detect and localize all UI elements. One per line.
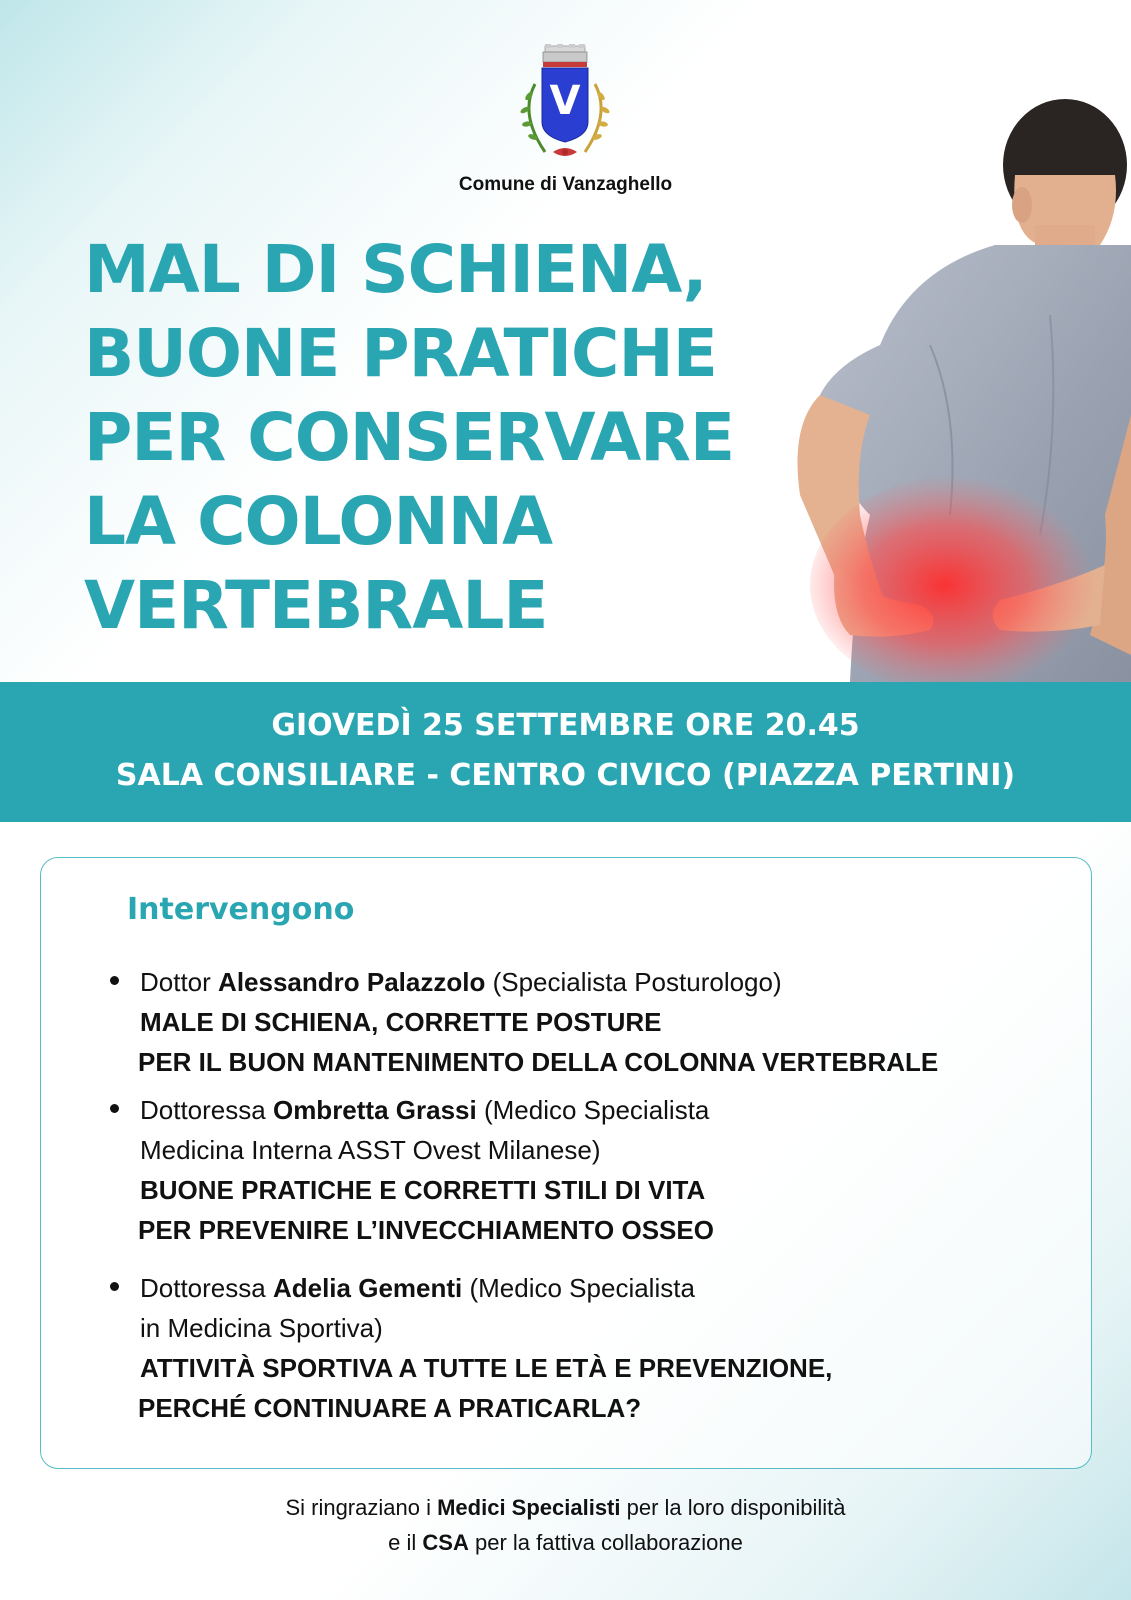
speaker-header [140,1268,1090,1308]
speaker-role: (Medico Specialista [483,1095,710,1125]
talk-title-line: BUONE PRATICHE E CORRETTI STILI DI VITA [140,1175,706,1205]
ack-bold: CSA [422,1530,469,1555]
speaker-item [110,1268,1090,1428]
title-line: LA COLONNA [84,483,553,560]
acknowledgements [0,1490,1131,1560]
talk-title-line: PERCHÉ CONTINUARE A PRATICARLA? [138,1393,642,1423]
ack-bold: Medici Specialisti [437,1495,621,1520]
municipality-name: Comune di Vanzaghello [458,174,673,195]
ack-text: per la loro disponibilità [620,1495,846,1520]
event-info-band [0,682,1131,822]
speaker-role: (Specialista Posturologo) [492,967,782,997]
talk-title-line: PER PREVENIRE L’INVECCHIAMENTO OSSEO [138,1215,714,1245]
talk-title-line: ATTIVITÀ SPORTIVA A TUTTE LE ETÀ E PREVENZIONE, [140,1353,833,1383]
municipal-crest-logo [515,44,615,166]
speaker-title: Dottoressa [140,1273,266,1303]
speaker-header [140,1090,1090,1130]
speaker-role-line: in Medicina Sportiva) [140,1313,383,1343]
ack-text: Si ringraziano i [285,1495,438,1520]
speaker-item [110,962,1090,1082]
speaker-title: Dottoressa [140,1095,266,1125]
speaker-role: (Medico Specialista [469,1273,695,1303]
bullet-icon [110,976,119,985]
crest-letter: V [549,78,581,124]
ack-text: per la fattiva collaborazione [468,1530,743,1555]
back-pain-photo [760,95,1131,682]
title-line: MAL DI SCHIENA, [84,231,707,308]
speaker-title: Dottor [140,967,211,997]
speaker-name: Adelia Gementi [272,1273,463,1303]
event-datetime: GIOVEDÌ 25 SETTEMBRE ORE 20.45 [271,708,860,743]
title-line: BUONE PRATICHE [84,315,717,392]
speaker-name: Ombretta Grassi [272,1095,477,1125]
speaker-item [110,1090,1090,1250]
speaker-name: Alessandro Palazzolo [218,967,486,997]
speakers-heading: Intervengono [127,892,355,927]
title-line: VERTEBRALE [84,567,548,644]
event-title [84,228,844,648]
event-location: SALA CONSILIARE - CENTRO CIVICO (PIAZZA PERTINI) [115,758,1016,793]
ack-line-2 [0,1525,1131,1560]
talk-title-line: MALE DI SCHIENA, CORRETTE POSTURE [140,1007,662,1037]
ack-text: e il [388,1530,423,1555]
bullet-icon [110,1282,119,1291]
speaker-header [140,962,1090,1002]
ack-line-1 [0,1490,1131,1525]
bullet-icon [110,1104,119,1113]
talk-title-line: PER IL BUON MANTENIMENTO DELLA COLONNA VERTEBRALE [138,1047,939,1077]
speaker-role-line: Medicina Interna ASST Ovest Milanese) [140,1135,601,1165]
title-line: PER CONSERVARE [84,399,735,476]
